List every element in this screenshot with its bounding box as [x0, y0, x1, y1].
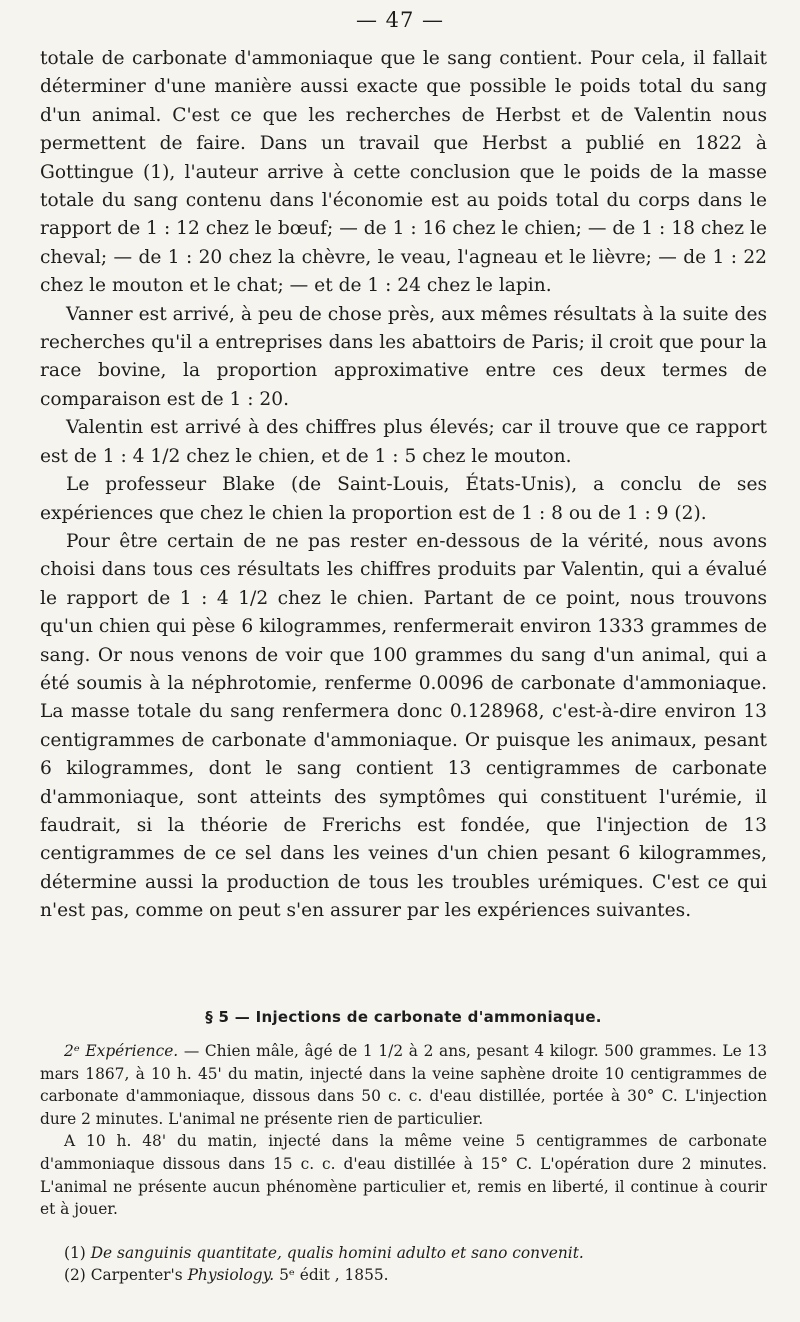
experiment-block: [40, 1040, 767, 1221]
experiment-paragraph: A 10 h. 48' du matin, injecté dans la même veine 5 centigrammes de carbonate d'ammoniaque dissous dans 15 c. c. d'eau distillée à 15° C. L'opération dure 2 minutes. L'animal ne présente aucun phénomène particulier et, remis en liberté, il continue à courir et à jouer.: [40, 1132, 767, 1219]
paragraph: Vanner est arrivé, à peu de chose près, aux mêmes résultats à la suite des recherches qu'il a entreprises dans les abattoirs de Paris; il croit que pour la race bovine, la proportion approximative entre ces deux termes de comparaison est de 1 : 20.: [40, 303, 767, 410]
footnote: [40, 1264, 767, 1286]
footnote-marker: (2): [64, 1266, 91, 1284]
page-number: — 47 —: [355, 8, 445, 32]
footnote: [40, 1242, 767, 1264]
section-heading: § 5 — Injections de carbonate d'ammoniaque.: [205, 1008, 602, 1026]
footnote-marker: (1): [64, 1244, 91, 1262]
experiment-paragraph: [40, 1040, 767, 1130]
paragraph: Le professeur Blake (de Saint-Louis, États-Unis), a conclu de ses expériences que chez le chien la proportion est de 1 : 8 ou de 1 : 9 (2).: [40, 474, 767, 524]
experiment-label: 2ᵉ Expérience.: [64, 1042, 179, 1060]
paragraph: Valentin est arrivé à des chiffres plus élevés; car il trouve que ce rapport est de 1 : 4 1/2 chez le chien, et de 1 : 5 chez le mouton.: [40, 417, 767, 467]
footnote-rest: 5ᵉ édit , 1855.: [274, 1266, 389, 1284]
main-body-text: [40, 45, 767, 926]
footnote-author: Carpenter's: [90, 1266, 188, 1284]
experiment-text: — Chien mâle, âgé de 1 1/2 à 2 ans, pesant 4 kilogr. 500 grammes. Le 13 mars 1867, à 10 h. 45' du matin, injecté dans la veine saphène droite 10 centigrammes de carbonate d'ammoniaque, dissous dans 50 c. c. d'eau distillée, portée à 30° C. L'injection dure 2 minutes. L'animal ne présente rien de particulier.: [40, 1042, 767, 1128]
paragraph: totale de carbonate d'ammoniaque que le sang contient. Pour cela, il fallait déterminer d'une manière aussi exacte que possible le poids total du sang d'un animal. C'est ce que les recherches de Herbst et de Valentin nous permettent de faire. Dans un travail que Herbst a publié en 1822 à Gottingue (1), l'auteur arrive à cette conclusion que le poids de la masse totale du sang contenu dans l'économie est au poids total du corps dans le rapport de 1 : 12 chez le bœuf; — de 1 : 16 chez le chien; — de 1 : 18 chez le cheval; — de 1 : 20 chez la chèvre, le veau, l'agneau et le lièvre; — de 1 : 22 chez le mouton et le chat; — et de 1 : 24 chez le lapin.: [40, 48, 767, 297]
paragraph: Pour être certain de ne pas rester en-dessous de la vérité, nous avons choisi dans tous ces résultats les chiffres produits par Valentin, qui a évalué le rapport de 1 : 4 1/2 chez le chien. Partant de ce point, nous trouvons qu'un chien qui pèse 6 kilogrammes, renfermerait environ 1333 grammes de sang. Or nous venons de voir que 100 grammes du sang d'un animal, qui a été soumis à la néphrotomie, renferme 0.0096 de carbonate d'ammoniaque. La masse totale du sang renfermera donc 0.128968, c'est-à-dire environ 13 centigrammes de carbonate d'ammoniaque. Or puisque les animaux, pesant 6 kilogrammes, dont le sang contient 13 centigrammes de carbonate d'ammoniaque, sont atteints des symptômes qui constituent l'urémie, il faudrait, si la théorie de Frerichs est fondée, que l'injection de 13 centigrammes de ce sel dans les veines d'un chien pesant 6 kilogrammes, détermine aussi la production de tous les troubles urémiques. C'est ce qui n'est pas, comme on peut s'en assurer par les expériences suivantes.: [40, 530, 767, 922]
footnote-title: Physiology.: [187, 1266, 275, 1284]
footnote-title: De sanguinis quantitate, qualis homini adulto et sano convenit.: [90, 1244, 584, 1262]
footnotes: [40, 1242, 767, 1286]
